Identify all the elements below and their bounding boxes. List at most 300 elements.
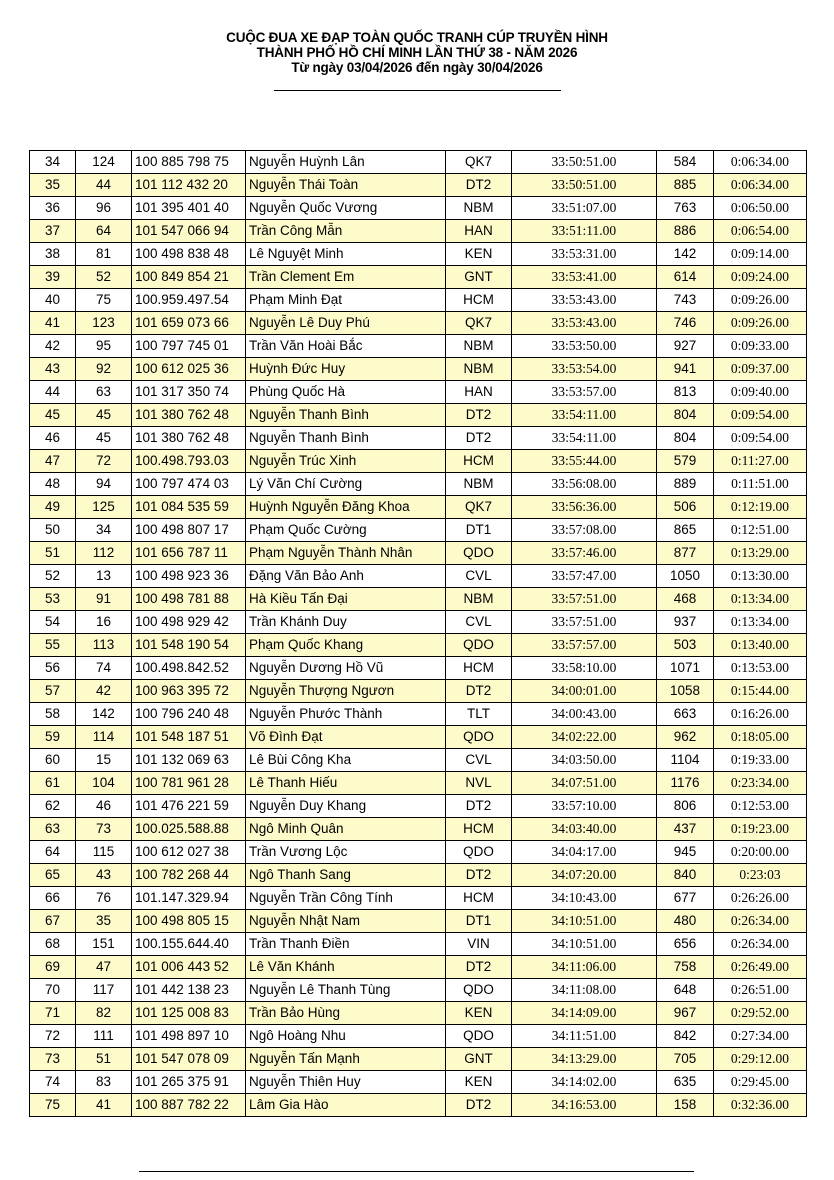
uci-id-cell: 101 380 762 48 <box>132 427 246 450</box>
table-row <box>30 588 807 611</box>
total-time-cell: 33:57:47.00 <box>512 565 657 588</box>
rank-cell: 51 <box>30 542 76 565</box>
table-row <box>30 703 807 726</box>
time-gap-cell: 0:12:19.00 <box>714 496 807 519</box>
table-row <box>30 864 807 887</box>
time-gap-cell: 0:23:34.00 <box>714 772 807 795</box>
rider-name-cell: Nguyễn Thanh Bình <box>246 404 446 427</box>
rank-cell: 52 <box>30 565 76 588</box>
document-header <box>0 30 834 75</box>
bib-cell: 125 <box>76 496 132 519</box>
team-code-cell: CVL <box>446 749 512 772</box>
uci-id-cell: 101 476 221 59 <box>132 795 246 818</box>
team-code-cell: NVL <box>446 772 512 795</box>
bib-cell: 104 <box>76 772 132 795</box>
uci-id-cell: 100 782 268 44 <box>132 864 246 887</box>
total-time-cell: 33:57:10.00 <box>512 795 657 818</box>
bib-cell: 92 <box>76 358 132 381</box>
rank-cell: 46 <box>30 427 76 450</box>
points-cell: 468 <box>657 588 714 611</box>
table-row <box>30 243 807 266</box>
total-time-cell: 34:13:29.00 <box>512 1048 657 1071</box>
table-row <box>30 910 807 933</box>
points-cell: 840 <box>657 864 714 887</box>
time-gap-cell: 0:13:29.00 <box>714 542 807 565</box>
points-cell: 584 <box>657 151 714 174</box>
team-code-cell: GNT <box>446 1048 512 1071</box>
table-row <box>30 887 807 910</box>
table-row <box>30 611 807 634</box>
rider-name-cell: Phạm Minh Đạt <box>246 289 446 312</box>
rider-name-cell: Nguyễn Quốc Vương <box>246 197 446 220</box>
rank-cell: 55 <box>30 634 76 657</box>
uci-id-cell: 100 498 929 42 <box>132 611 246 634</box>
total-time-cell: 34:10:51.00 <box>512 933 657 956</box>
table-row <box>30 266 807 289</box>
bib-cell: 117 <box>76 979 132 1002</box>
points-cell: 962 <box>657 726 714 749</box>
rank-cell: 37 <box>30 220 76 243</box>
rank-cell: 66 <box>30 887 76 910</box>
uci-id-cell: 100 797 745 01 <box>132 335 246 358</box>
team-code-cell: CVL <box>446 565 512 588</box>
time-gap-cell: 0:29:12.00 <box>714 1048 807 1071</box>
time-gap-cell: 0:26:34.00 <box>714 933 807 956</box>
time-gap-cell: 0:06:34.00 <box>714 151 807 174</box>
uci-id-cell: 100 849 854 21 <box>132 266 246 289</box>
time-gap-cell: 0:29:52.00 <box>714 1002 807 1025</box>
bib-cell: 46 <box>76 795 132 818</box>
bib-cell: 51 <box>76 1048 132 1071</box>
bib-cell: 81 <box>76 243 132 266</box>
table-row <box>30 335 807 358</box>
rank-cell: 47 <box>30 450 76 473</box>
bib-cell: 124 <box>76 151 132 174</box>
points-cell: 865 <box>657 519 714 542</box>
time-gap-cell: 0:12:51.00 <box>714 519 807 542</box>
bib-cell: 43 <box>76 864 132 887</box>
team-code-cell: TLT <box>446 703 512 726</box>
total-time-cell: 33:56:36.00 <box>512 496 657 519</box>
total-time-cell: 33:54:11.00 <box>512 427 657 450</box>
team-code-cell: QDO <box>446 542 512 565</box>
rider-name-cell: Nguyễn Huỳnh Lân <box>246 151 446 174</box>
uci-id-cell: 100 963 395 72 <box>132 680 246 703</box>
rank-cell: 41 <box>30 312 76 335</box>
team-code-cell: NBM <box>446 197 512 220</box>
time-gap-cell: 0:11:27.00 <box>714 450 807 473</box>
points-cell: 885 <box>657 174 714 197</box>
table-row <box>30 358 807 381</box>
rank-cell: 63 <box>30 818 76 841</box>
rank-cell: 74 <box>30 1071 76 1094</box>
table-row <box>30 1002 807 1025</box>
uci-id-cell: 101 380 762 48 <box>132 404 246 427</box>
time-gap-cell: 0:32:36.00 <box>714 1094 807 1117</box>
total-time-cell: 34:07:51.00 <box>512 772 657 795</box>
uci-id-cell: 101 548 187 51 <box>132 726 246 749</box>
table-row <box>30 1094 807 1117</box>
team-code-cell: NBM <box>446 335 512 358</box>
time-gap-cell: 0:16:26.00 <box>714 703 807 726</box>
team-code-cell: HAN <box>446 220 512 243</box>
rider-name-cell: Nguyễn Phước Thành <box>246 703 446 726</box>
rank-cell: 50 <box>30 519 76 542</box>
total-time-cell: 33:57:08.00 <box>512 519 657 542</box>
rank-cell: 64 <box>30 841 76 864</box>
uci-id-cell: 101 132 069 63 <box>132 749 246 772</box>
rider-name-cell: Lê Văn Khánh <box>246 956 446 979</box>
points-cell: 746 <box>657 312 714 335</box>
uci-id-cell: 100.498.842.52 <box>132 657 246 680</box>
total-time-cell: 33:51:11.00 <box>512 220 657 243</box>
uci-id-cell: 101 498 897 10 <box>132 1025 246 1048</box>
table-row <box>30 979 807 1002</box>
table-row <box>30 657 807 680</box>
bib-cell: 41 <box>76 1094 132 1117</box>
points-cell: 614 <box>657 266 714 289</box>
team-code-cell: NBM <box>446 588 512 611</box>
rider-name-cell: Phạm Nguyễn Thành Nhân <box>246 542 446 565</box>
total-time-cell: 34:11:08.00 <box>512 979 657 1002</box>
rank-cell: 48 <box>30 473 76 496</box>
points-cell: 705 <box>657 1048 714 1071</box>
rider-name-cell: Lâm Gia Hào <box>246 1094 446 1117</box>
team-code-cell: QDO <box>446 979 512 1002</box>
rank-cell: 56 <box>30 657 76 680</box>
race-dates: Từ ngày 03/04/2026 đến ngày 30/04/2026 <box>291 60 543 75</box>
rank-cell: 57 <box>30 680 76 703</box>
total-time-cell: 34:16:53.00 <box>512 1094 657 1117</box>
bib-cell: 115 <box>76 841 132 864</box>
table-row <box>30 404 807 427</box>
points-cell: 677 <box>657 887 714 910</box>
total-time-cell: 33:51:07.00 <box>512 197 657 220</box>
rank-cell: 43 <box>30 358 76 381</box>
rank-cell: 53 <box>30 588 76 611</box>
points-cell: 813 <box>657 381 714 404</box>
rider-name-cell: Nguyễn Dương Hồ Vũ <box>246 657 446 680</box>
rider-name-cell: Ngô Minh Quân <box>246 818 446 841</box>
total-time-cell: 34:00:01.00 <box>512 680 657 703</box>
rank-cell: 36 <box>30 197 76 220</box>
time-gap-cell: 0:26:26.00 <box>714 887 807 910</box>
total-time-cell: 34:11:51.00 <box>512 1025 657 1048</box>
table-row <box>30 1048 807 1071</box>
rider-name-cell: Hà Kiều Tấn Đại <box>246 588 446 611</box>
table-row <box>30 841 807 864</box>
table-row <box>30 565 807 588</box>
rank-cell: 34 <box>30 151 76 174</box>
uci-id-cell: 101 547 078 09 <box>132 1048 246 1071</box>
team-code-cell: DT2 <box>446 864 512 887</box>
bib-cell: 15 <box>76 749 132 772</box>
rank-cell: 35 <box>30 174 76 197</box>
points-cell: 480 <box>657 910 714 933</box>
bib-cell: 82 <box>76 1002 132 1025</box>
rank-cell: 68 <box>30 933 76 956</box>
table-row <box>30 197 807 220</box>
points-cell: 927 <box>657 335 714 358</box>
footer-divider <box>139 1171 694 1172</box>
rider-name-cell: Huỳnh Đức Huy <box>246 358 446 381</box>
team-code-cell: DT1 <box>446 910 512 933</box>
rank-cell: 73 <box>30 1048 76 1071</box>
team-code-cell: DT2 <box>446 404 512 427</box>
bib-cell: 83 <box>76 1071 132 1094</box>
points-cell: 635 <box>657 1071 714 1094</box>
table-row <box>30 772 807 795</box>
total-time-cell: 33:57:51.00 <box>512 588 657 611</box>
team-code-cell: KEN <box>446 1071 512 1094</box>
points-cell: 842 <box>657 1025 714 1048</box>
rank-cell: 44 <box>30 381 76 404</box>
rider-name-cell: Phạm Quốc Khang <box>246 634 446 657</box>
rank-cell: 72 <box>30 1025 76 1048</box>
time-gap-cell: 0:11:51.00 <box>714 473 807 496</box>
time-gap-cell: 0:29:45.00 <box>714 1071 807 1094</box>
table-row <box>30 956 807 979</box>
bib-cell: 45 <box>76 427 132 450</box>
bib-cell: 64 <box>76 220 132 243</box>
bib-cell: 72 <box>76 450 132 473</box>
total-time-cell: 33:53:43.00 <box>512 289 657 312</box>
bib-cell: 45 <box>76 404 132 427</box>
table-row <box>30 220 807 243</box>
rank-cell: 61 <box>30 772 76 795</box>
bib-cell: 114 <box>76 726 132 749</box>
bib-cell: 111 <box>76 1025 132 1048</box>
team-code-cell: DT2 <box>446 795 512 818</box>
time-gap-cell: 0:09:26.00 <box>714 312 807 335</box>
total-time-cell: 33:57:46.00 <box>512 542 657 565</box>
bib-cell: 52 <box>76 266 132 289</box>
time-gap-cell: 0:20:00.00 <box>714 841 807 864</box>
table-row <box>30 634 807 657</box>
team-code-cell: DT2 <box>446 956 512 979</box>
rank-cell: 54 <box>30 611 76 634</box>
rider-name-cell: Đặng Văn Bảo Anh <box>246 565 446 588</box>
time-gap-cell: 0:09:26.00 <box>714 289 807 312</box>
team-code-cell: HCM <box>446 450 512 473</box>
points-cell: 967 <box>657 1002 714 1025</box>
uci-id-cell: 100.155.644.40 <box>132 933 246 956</box>
uci-id-cell: 100 612 027 38 <box>132 841 246 864</box>
uci-id-cell: 101 006 443 52 <box>132 956 246 979</box>
uci-id-cell: 101 317 350 74 <box>132 381 246 404</box>
points-cell: 1176 <box>657 772 714 795</box>
time-gap-cell: 0:09:24.00 <box>714 266 807 289</box>
total-time-cell: 34:14:02.00 <box>512 1071 657 1094</box>
team-code-cell: VIN <box>446 933 512 956</box>
results-body <box>30 151 807 1117</box>
time-gap-cell: 0:26:34.00 <box>714 910 807 933</box>
points-cell: 1104 <box>657 749 714 772</box>
total-time-cell: 33:53:50.00 <box>512 335 657 358</box>
team-code-cell: QDO <box>446 726 512 749</box>
uci-id-cell: 100.959.497.54 <box>132 289 246 312</box>
bib-cell: 113 <box>76 634 132 657</box>
rider-name-cell: Ngô Hoàng Nhu <box>246 1025 446 1048</box>
total-time-cell: 33:53:57.00 <box>512 381 657 404</box>
rider-name-cell: Nguyễn Trúc Xinh <box>246 450 446 473</box>
rank-cell: 49 <box>30 496 76 519</box>
total-time-cell: 34:10:51.00 <box>512 910 657 933</box>
rider-name-cell: Lê Thanh Hiếu <box>246 772 446 795</box>
rank-cell: 69 <box>30 956 76 979</box>
uci-id-cell: 101 547 066 94 <box>132 220 246 243</box>
bib-cell: 47 <box>76 956 132 979</box>
time-gap-cell: 0:13:34.00 <box>714 611 807 634</box>
points-cell: 941 <box>657 358 714 381</box>
points-cell: 763 <box>657 197 714 220</box>
team-code-cell: KEN <box>446 1002 512 1025</box>
points-cell: 804 <box>657 427 714 450</box>
rider-name-cell: Lê Bùi Công Kha <box>246 749 446 772</box>
bib-cell: 73 <box>76 818 132 841</box>
rider-name-cell: Trần Khánh Duy <box>246 611 446 634</box>
time-gap-cell: 0:15:44.00 <box>714 680 807 703</box>
time-gap-cell: 0:06:50.00 <box>714 197 807 220</box>
team-code-cell: QDO <box>446 634 512 657</box>
rank-cell: 59 <box>30 726 76 749</box>
table-row <box>30 519 807 542</box>
total-time-cell: 34:14:09.00 <box>512 1002 657 1025</box>
team-code-cell: KEN <box>446 243 512 266</box>
uci-id-cell: 100 498 838 48 <box>132 243 246 266</box>
total-time-cell: 33:53:54.00 <box>512 358 657 381</box>
team-code-cell: QK7 <box>446 151 512 174</box>
time-gap-cell: 0:12:53.00 <box>714 795 807 818</box>
uci-id-cell: 100 796 240 48 <box>132 703 246 726</box>
team-code-cell: HCM <box>446 887 512 910</box>
team-code-cell: DT1 <box>446 519 512 542</box>
table-row <box>30 795 807 818</box>
time-gap-cell: 0:13:30.00 <box>714 565 807 588</box>
time-gap-cell: 0:18:05.00 <box>714 726 807 749</box>
uci-id-cell: 101 548 190 54 <box>132 634 246 657</box>
table-row <box>30 151 807 174</box>
bib-cell: 142 <box>76 703 132 726</box>
bib-cell: 35 <box>76 910 132 933</box>
total-time-cell: 33:53:41.00 <box>512 266 657 289</box>
bib-cell: 34 <box>76 519 132 542</box>
rider-name-cell: Nguyễn Tấn Mạnh <box>246 1048 446 1071</box>
uci-id-cell: 101 659 073 66 <box>132 312 246 335</box>
table-row <box>30 1025 807 1048</box>
bib-cell: 96 <box>76 197 132 220</box>
race-title: CUỘC ĐUA XE ĐẠP TOÀN QUỐC TRANH CÚP TRUYỀN HÌNH <box>226 30 608 45</box>
time-gap-cell: 0:26:49.00 <box>714 956 807 979</box>
team-code-cell: NBM <box>446 473 512 496</box>
rank-cell: 39 <box>30 266 76 289</box>
bib-cell: 44 <box>76 174 132 197</box>
rider-name-cell: Trần Công Mẫn <box>246 220 446 243</box>
table-row <box>30 818 807 841</box>
time-gap-cell: 0:09:33.00 <box>714 335 807 358</box>
rank-cell: 70 <box>30 979 76 1002</box>
total-time-cell: 33:53:43.00 <box>512 312 657 335</box>
points-cell: 1071 <box>657 657 714 680</box>
points-cell: 158 <box>657 1094 714 1117</box>
points-cell: 579 <box>657 450 714 473</box>
rank-cell: 45 <box>30 404 76 427</box>
points-cell: 142 <box>657 243 714 266</box>
total-time-cell: 33:50:51.00 <box>512 151 657 174</box>
uci-id-cell: 101 395 401 40 <box>132 197 246 220</box>
table-row <box>30 726 807 749</box>
points-cell: 656 <box>657 933 714 956</box>
table-row <box>30 1071 807 1094</box>
table-row <box>30 933 807 956</box>
total-time-cell: 34:07:20.00 <box>512 864 657 887</box>
rank-cell: 65 <box>30 864 76 887</box>
rank-cell: 62 <box>30 795 76 818</box>
total-time-cell: 34:03:40.00 <box>512 818 657 841</box>
uci-id-cell: 101 084 535 59 <box>132 496 246 519</box>
total-time-cell: 34:00:43.00 <box>512 703 657 726</box>
uci-id-cell: 100.498.793.03 <box>132 450 246 473</box>
team-code-cell: HCM <box>446 289 512 312</box>
table-row <box>30 174 807 197</box>
total-time-cell: 33:53:31.00 <box>512 243 657 266</box>
total-time-cell: 34:02:22.00 <box>512 726 657 749</box>
uci-id-cell: 101 125 008 83 <box>132 1002 246 1025</box>
points-cell: 503 <box>657 634 714 657</box>
rider-name-cell: Huỳnh Nguyễn Đăng Khoa <box>246 496 446 519</box>
rider-name-cell: Trần Clement Em <box>246 266 446 289</box>
bib-cell: 91 <box>76 588 132 611</box>
time-gap-cell: 0:09:54.00 <box>714 404 807 427</box>
rider-name-cell: Võ Đình Đạt <box>246 726 446 749</box>
uci-id-cell: 100 498 805 15 <box>132 910 246 933</box>
total-time-cell: 33:54:11.00 <box>512 404 657 427</box>
time-gap-cell: 0:13:53.00 <box>714 657 807 680</box>
points-cell: 648 <box>657 979 714 1002</box>
uci-id-cell: 101 442 138 23 <box>132 979 246 1002</box>
uci-id-cell: 101 265 375 91 <box>132 1071 246 1094</box>
time-gap-cell: 0:09:40.00 <box>714 381 807 404</box>
total-time-cell: 33:50:51.00 <box>512 174 657 197</box>
time-gap-cell: 0:06:34.00 <box>714 174 807 197</box>
team-code-cell: DT2 <box>446 1094 512 1117</box>
time-gap-cell: 0:26:51.00 <box>714 979 807 1002</box>
rider-name-cell: Nguyễn Lê Thanh Tùng <box>246 979 446 1002</box>
points-cell: 889 <box>657 473 714 496</box>
points-cell: 663 <box>657 703 714 726</box>
uci-id-cell: 100 498 923 36 <box>132 565 246 588</box>
team-code-cell: QDO <box>446 841 512 864</box>
points-cell: 758 <box>657 956 714 979</box>
uci-id-cell: 100 781 961 28 <box>132 772 246 795</box>
rider-name-cell: Trần Thanh Điền <box>246 933 446 956</box>
bib-cell: 74 <box>76 657 132 680</box>
table-row <box>30 381 807 404</box>
uci-id-cell: 101.147.329.94 <box>132 887 246 910</box>
team-code-cell: CVL <box>446 611 512 634</box>
table-row <box>30 680 807 703</box>
rider-name-cell: Nguyễn Trần Công Tính <box>246 887 446 910</box>
total-time-cell: 34:10:43.00 <box>512 887 657 910</box>
uci-id-cell: 101 112 432 20 <box>132 174 246 197</box>
table-row <box>30 450 807 473</box>
bib-cell: 76 <box>76 887 132 910</box>
uci-id-cell: 100 887 782 22 <box>132 1094 246 1117</box>
total-time-cell: 33:57:51.00 <box>512 611 657 634</box>
rider-name-cell: Nguyễn Lê Duy Phú <box>246 312 446 335</box>
rider-name-cell: Trần Bảo Hùng <box>246 1002 446 1025</box>
uci-id-cell: 100 498 807 17 <box>132 519 246 542</box>
